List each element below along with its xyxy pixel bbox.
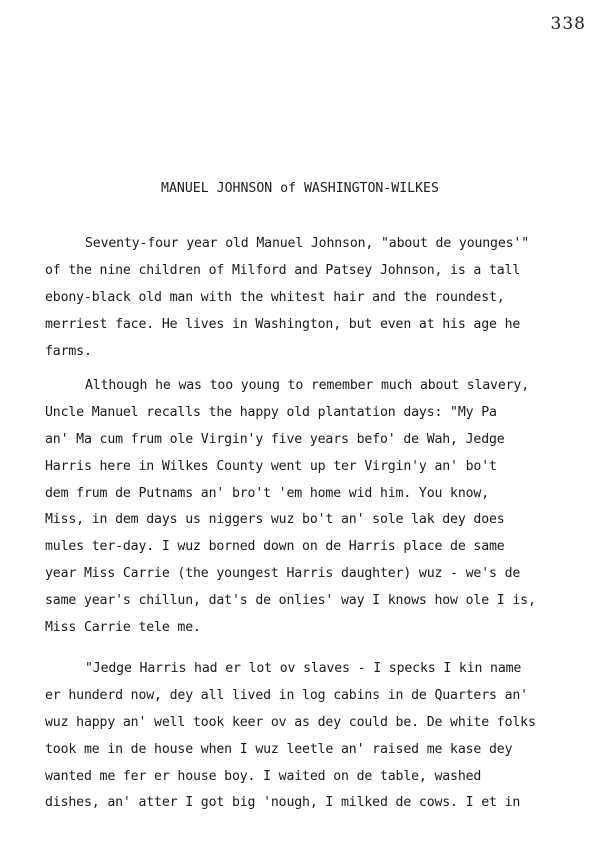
document-title: MANUEL JOHNSON of WASHINGTON-WILKES xyxy=(161,181,439,196)
text-line: Miss Carrie tele me. xyxy=(45,620,201,636)
text-line: Seventy-four year old Manuel Johnson, "about de younges'" xyxy=(85,236,530,251)
text-line: took me in de house when I wuz leetle an' raised me kase dey xyxy=(45,741,513,757)
paragraph-1 xyxy=(45,231,585,365)
text-line: Harris here in Wilkes County went up ter Virgin'y an' bo't xyxy=(45,458,497,474)
text-line: wuz happy an' well took keer ov as dey could be. De white folks xyxy=(45,714,536,730)
paragraph-2 xyxy=(45,373,585,642)
text-line: "Jedge Harris had er lot ov slaves - I specks I kin name xyxy=(85,661,522,676)
text-line: wanted me fer er house boy. I waited on de table, washed xyxy=(45,768,482,784)
text-line: Miss, in dem days us niggers wuz bo't an' sole lak dey does xyxy=(45,512,505,528)
text-line: farms. xyxy=(45,343,92,359)
paragraph-3 xyxy=(45,656,585,817)
text-line: year Miss Carrie (the youngest Harris daughter) wuz - we's de xyxy=(45,566,521,582)
text-line: of the nine children of Milford and Patsey Johnson, is a tall xyxy=(45,262,521,278)
text-line: merriest face. He lives in Washington, but even at his age he xyxy=(45,316,521,332)
text-line: same year's chillun, dat's de onlies' way I knows how ole I is, xyxy=(45,593,536,609)
text-line: ebony-black old man with the whitest hair and the roundest, xyxy=(45,289,505,305)
text-line: mules ter-day. I wuz borned down on de Harris place de same xyxy=(45,539,505,555)
text-line: an' Ma cum frum ole Virgin'y five years befo' de Wah, Jedge xyxy=(45,431,505,447)
text-line: dishes, an' atter I got big 'nough, I milked de cows. I et in xyxy=(45,795,521,811)
text-line: Although he was too young to remember much about slavery, xyxy=(85,378,530,393)
text-line: er hunderd now, dey all lived in log cabins in de Quarters an' xyxy=(45,687,528,703)
page-number: 338 xyxy=(550,14,586,34)
text-line: dem frum de Putnams an' bro't 'em home wid him. You know, xyxy=(45,485,490,501)
text-line: Uncle Manuel recalls the happy old plantation days: "My Pa xyxy=(45,404,497,420)
